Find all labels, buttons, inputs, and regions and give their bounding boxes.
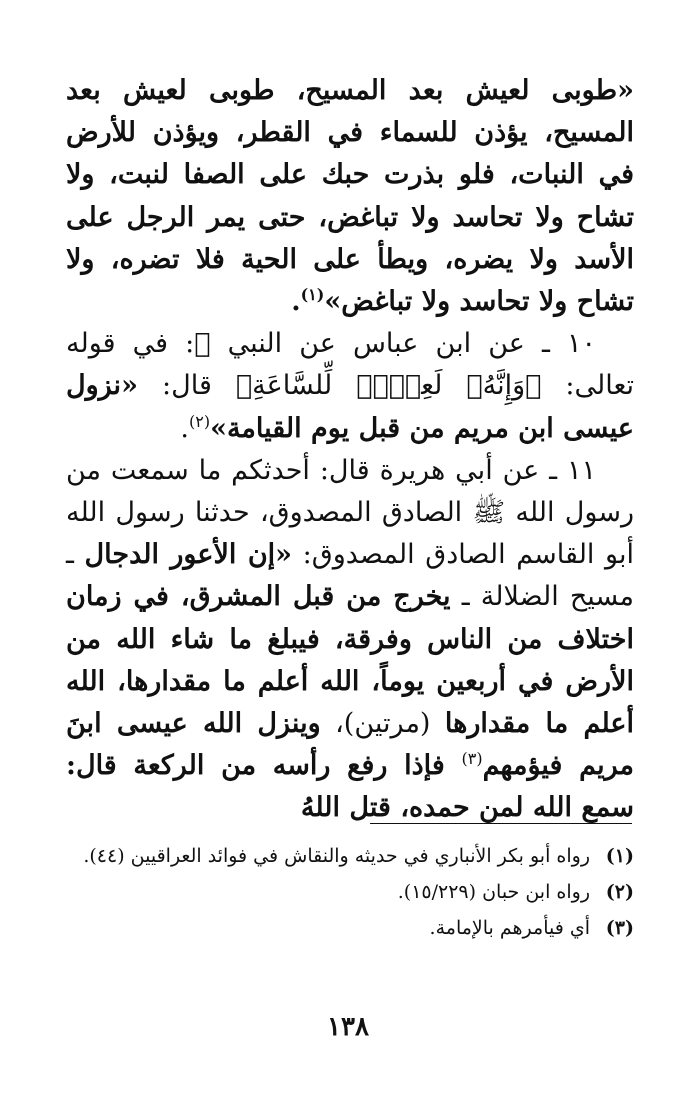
bold-quote: يخرج من قبل المشرق، في زمان اختلاف من الناس وفرقة، فيبلغ ما شاء الله من الأرض في أربعين يوماً، الله أعلم ما مقدارها، الله أعلم ما مقدارها — [66, 581, 634, 740]
paragraph-hadith-quote — [66, 70, 634, 323]
footnote-item — [66, 912, 634, 944]
page-number: ١٣٨ — [327, 1012, 369, 1042]
bold-quote: «نزول عيسى ابن مريم من قبل يوم القيامة» — [66, 370, 634, 444]
footnote-ref: (٣) — [461, 749, 483, 769]
paragraph-hadith-11 — [66, 450, 634, 830]
footnote-number: (٣) — [605, 917, 634, 939]
paragraph-text: ١٠ ـ عن ابن عباس عن النبي ﷺ: في قوله تعالى: ﴿وَإِنَّهُۥ لَعِلۡمٞ لِّلسَّاعَةِ﴾ قال: — [66, 328, 634, 402]
paragraph-text: (مرتين)، — [320, 708, 445, 740]
footnote-ref: (١) — [300, 285, 325, 305]
footnote-item — [66, 876, 634, 908]
paragraph-hadith-10 — [66, 323, 634, 450]
main-text — [66, 70, 634, 830]
bold-quote: فإذا رفع رأسه من الركعة قال: سمع الله لمن حمده، قتل اللهُ — [66, 750, 634, 824]
footnotes — [66, 840, 634, 948]
footnote-number: (١) — [605, 845, 634, 867]
footnote-text: رواه أبو بكر الأنباري في حديثه والنقاش في فوائد العراقيين (٤٤). — [83, 845, 590, 867]
footnote-ref: (٢) — [188, 411, 211, 431]
footnote-text: أي فيأمرهم بالإمامة. — [429, 917, 590, 939]
footnote-item — [66, 840, 634, 872]
paragraph-text: «طوبى لعيش بعد المسيح، طوبى لعيش بعد المسيح، يؤذن للسماء في القطر، ويؤذن للأرض في النبات، فلو بذرت حبك على الصفا لنبت، ولا تشاح ولا تحاسد ولا تباغض، حتى يمر الرجل على الأسد ولا يضره، ويطأ على الحية فلا تضره، ولا تشاح ولا تحاسد ولا تباغض» — [66, 75, 634, 318]
footnote-divider — [370, 823, 632, 824]
footnote-number: (٢) — [605, 881, 634, 903]
paragraph-text: ـ مسيح الضلالة ـ — [66, 539, 634, 613]
bold-quote: «إن الأعور الدجال — [84, 539, 293, 571]
paragraph-end: . — [291, 286, 301, 318]
bold-quote: وينزل الله عيسى ابنَ مريم فيؤمهم — [66, 708, 634, 782]
footnote-text: رواه ابن حبان (١٥/٢٢٩). — [397, 881, 590, 903]
paragraph-text: ١١ ـ عن أبي هريرة قال: أحدثكم ما سمعت من رسول الله ﷺ الصادق المصدوق، حدثنا رسول الله أبو القاسم الصادق المصدوق: — [66, 454, 634, 571]
paragraph-end: . — [180, 412, 189, 444]
